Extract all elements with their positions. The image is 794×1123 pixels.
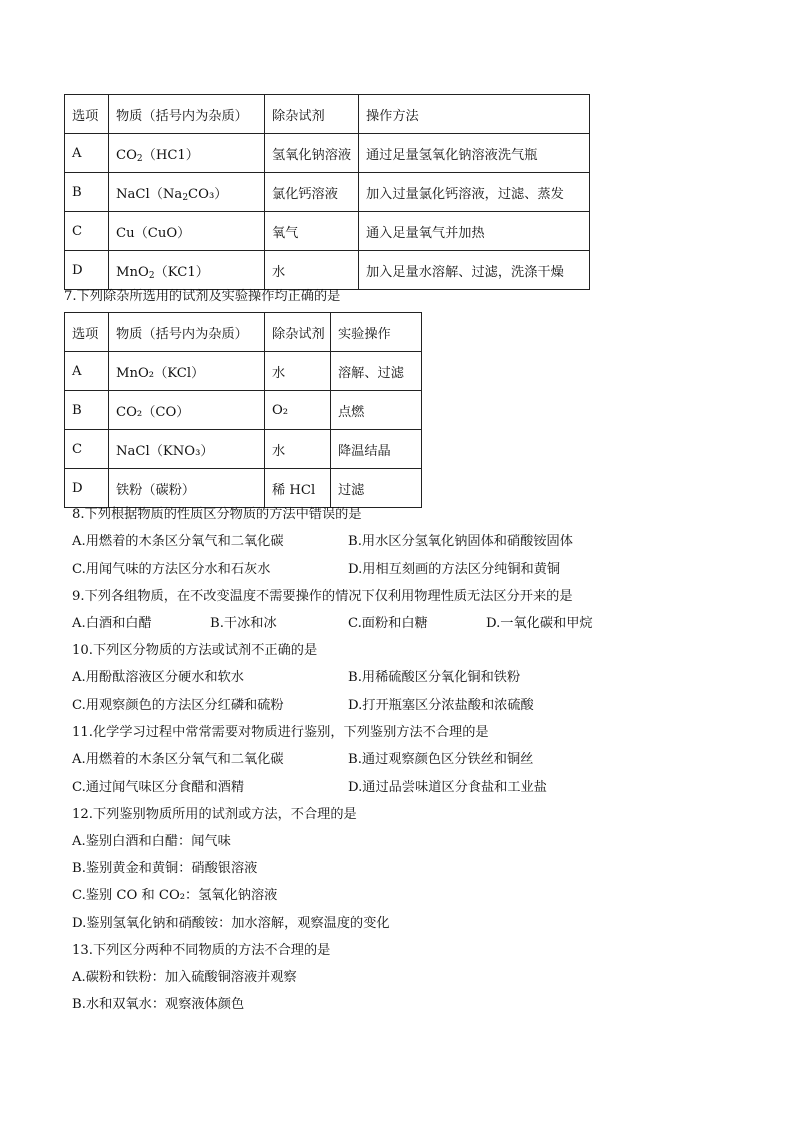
substance-text: （HC1）	[142, 147, 199, 163]
table-cell-method: 加入足量水溶解、过滤，洗涤干燥	[359, 251, 590, 290]
table-cell-substance	[109, 173, 265, 212]
table-cell-operation: 过滤	[331, 469, 422, 508]
question-8-option-d[interactable]: D.用相互刻画的方法区分纯铜和黄铜	[348, 562, 561, 577]
question-8-option-a[interactable]: A.用燃着的木条区分氧气和二氧化碳	[72, 534, 284, 549]
table-cell-substance: CO₂（CO）	[109, 391, 265, 430]
substance-text: CO₃）	[188, 186, 228, 202]
table-cell-operation: 溶解、过滤	[331, 352, 422, 391]
question-10-option-c[interactable]: C.用观察颜色的方法区分红磷和硫粉	[72, 698, 284, 713]
table-header-cell: 选项	[65, 95, 109, 134]
table-cell-method: 通过足量氢氧化钠溶液洗气瓶	[359, 134, 590, 173]
question-13-stem: 13.下列区分两种不同物质的方法不合理的是	[72, 943, 331, 958]
question-7-stem: 7.下列除杂所选用的试剂及实验操作均正确的是	[64, 289, 341, 304]
question-9-stem: 9.下列各组物质，在不改变温度不需要操作的情况下仅利用物理性质无法区分开来的是	[72, 589, 573, 604]
question-12-stem: 12.下列鉴别物质所用的试剂或方法，不合理的是	[72, 807, 357, 822]
table-header-cell: 选项	[65, 313, 109, 352]
subscript: 2	[148, 270, 155, 281]
substance-text: （KC1）	[154, 264, 209, 280]
question-9-option-a[interactable]: A.白酒和白醋	[72, 616, 152, 631]
table-cell-substance: NaCl（KNO₃）	[109, 430, 265, 469]
purification-table-1	[64, 94, 590, 290]
question-12-option-b[interactable]: B.鉴别黄金和黄铜：硝酸银溶液	[72, 861, 258, 876]
table-cell-method: 通入足量氧气并加热	[359, 212, 590, 251]
table-cell-operation: 点燃	[331, 391, 422, 430]
table-cell-option: B	[65, 391, 109, 430]
table-cell-option: D	[65, 251, 109, 290]
table-cell-reagent: 水	[265, 352, 331, 391]
table-cell-option: B	[65, 173, 109, 212]
table-cell-operation: 降温结晶	[331, 430, 422, 469]
subscript: 2	[136, 153, 143, 164]
table-cell-option: C	[65, 430, 109, 469]
table-header-cell: 除杂试剂	[265, 313, 331, 352]
table-header-row	[65, 313, 422, 352]
table-row	[65, 352, 422, 391]
table-cell-method: 加入过量氯化钙溶液，过滤、蒸发	[359, 173, 590, 212]
question-11-option-d[interactable]: D.通过品尝味道区分食盐和工业盐	[348, 780, 547, 795]
question-10-option-b[interactable]: B.用稀硫酸区分氧化铜和铁粉	[348, 670, 521, 685]
table-header-cell: 操作方法	[359, 95, 590, 134]
question-8-stem: 8.下列根据物质的性质区分物质的方法中错误的是	[72, 507, 362, 522]
question-9-option-d[interactable]: D.一氧化碳和甲烷	[486, 616, 593, 631]
question-8-option-b[interactable]: B.用水区分氢氧化钠固体和硝酸铵固体	[348, 534, 573, 549]
substance-text: MnO	[116, 264, 149, 280]
question-10-option-a[interactable]: A.用酚酞溶液区分硬水和软水	[72, 670, 244, 685]
question-13-option-a[interactable]: A.碳粉和铁粉：加入硫酸铜溶液并观察	[72, 970, 297, 985]
table-row	[65, 430, 422, 469]
table-header-cell: 物质（括号内为杂质）	[109, 95, 265, 134]
question-13-option-b[interactable]: B.水和双氧水：观察液体颜色	[72, 997, 245, 1012]
question-11-option-a[interactable]: A.用燃着的木条区分氧气和二氧化碳	[72, 752, 284, 767]
substance-text: NaCl（Na	[116, 186, 183, 202]
table-cell-option: D	[65, 469, 109, 508]
table-cell-substance	[109, 134, 265, 173]
table-cell-substance	[109, 251, 265, 290]
table-cell-substance	[109, 212, 265, 251]
table-cell-reagent: 水	[265, 430, 331, 469]
table-cell-reagent: 氯化钙溶液	[265, 173, 359, 212]
table-header-row	[65, 95, 590, 134]
table-cell-option: C	[65, 212, 109, 251]
question-11-option-b[interactable]: B.通过观察颜色区分铁丝和铜丝	[348, 752, 534, 767]
question-10-option-d[interactable]: D.打开瓶塞区分浓盐酸和浓硫酸	[348, 698, 534, 713]
table-cell-reagent: 稀 HCl	[265, 469, 331, 508]
table-cell-substance: 铁粉（碳粉）	[109, 469, 265, 508]
subscript: 2	[182, 192, 189, 203]
question-11-option-c[interactable]: C.通过闻气味区分食醋和酒精	[72, 780, 245, 795]
substance-text: Cu（CuO）	[116, 225, 191, 241]
table-cell-reagent: 氢氧化钠溶液	[265, 134, 359, 173]
table-row	[65, 212, 590, 251]
table-row	[65, 469, 422, 508]
table-row	[65, 173, 590, 212]
question-8-option-c[interactable]: C.用闻气味的方法区分水和石灰水	[72, 562, 271, 577]
question-12-option-a[interactable]: A.鉴别白酒和白醋：闻气味	[72, 834, 231, 849]
table-cell-option: A	[65, 134, 109, 173]
question-12-option-d[interactable]: D.鉴别氢氧化钠和硝酸铵：加水溶解，观察温度的变化	[72, 916, 390, 931]
table-cell-option: A	[65, 352, 109, 391]
table-header-cell: 除杂试剂	[265, 95, 359, 134]
purification-table-2	[64, 312, 422, 508]
table-row	[65, 391, 422, 430]
table-cell-reagent: O₂	[265, 391, 331, 430]
table-row	[65, 251, 590, 290]
table-cell-reagent: 水	[265, 251, 359, 290]
question-12-option-c[interactable]: C.鉴别 CO 和 CO₂：氢氧化钠溶液	[72, 888, 278, 903]
table-header-cell: 物质（括号内为杂质）	[109, 313, 265, 352]
table-cell-reagent: 氧气	[265, 212, 359, 251]
question-11-stem: 11.化学学习过程中常常需要对物质进行鉴别，下列鉴别方法不合理的是	[72, 725, 489, 740]
substance-text: CO	[116, 147, 137, 163]
table-row	[65, 134, 590, 173]
question-9-option-c[interactable]: C.面粉和白糖	[348, 616, 428, 631]
table-header-cell: 实验操作	[331, 313, 422, 352]
question-9-option-b[interactable]: B.干冰和冰	[210, 616, 277, 631]
table-cell-substance: MnO₂（KCl）	[109, 352, 265, 391]
question-10-stem: 10.下列区分物质的方法或试剂不正确的是	[72, 643, 318, 658]
